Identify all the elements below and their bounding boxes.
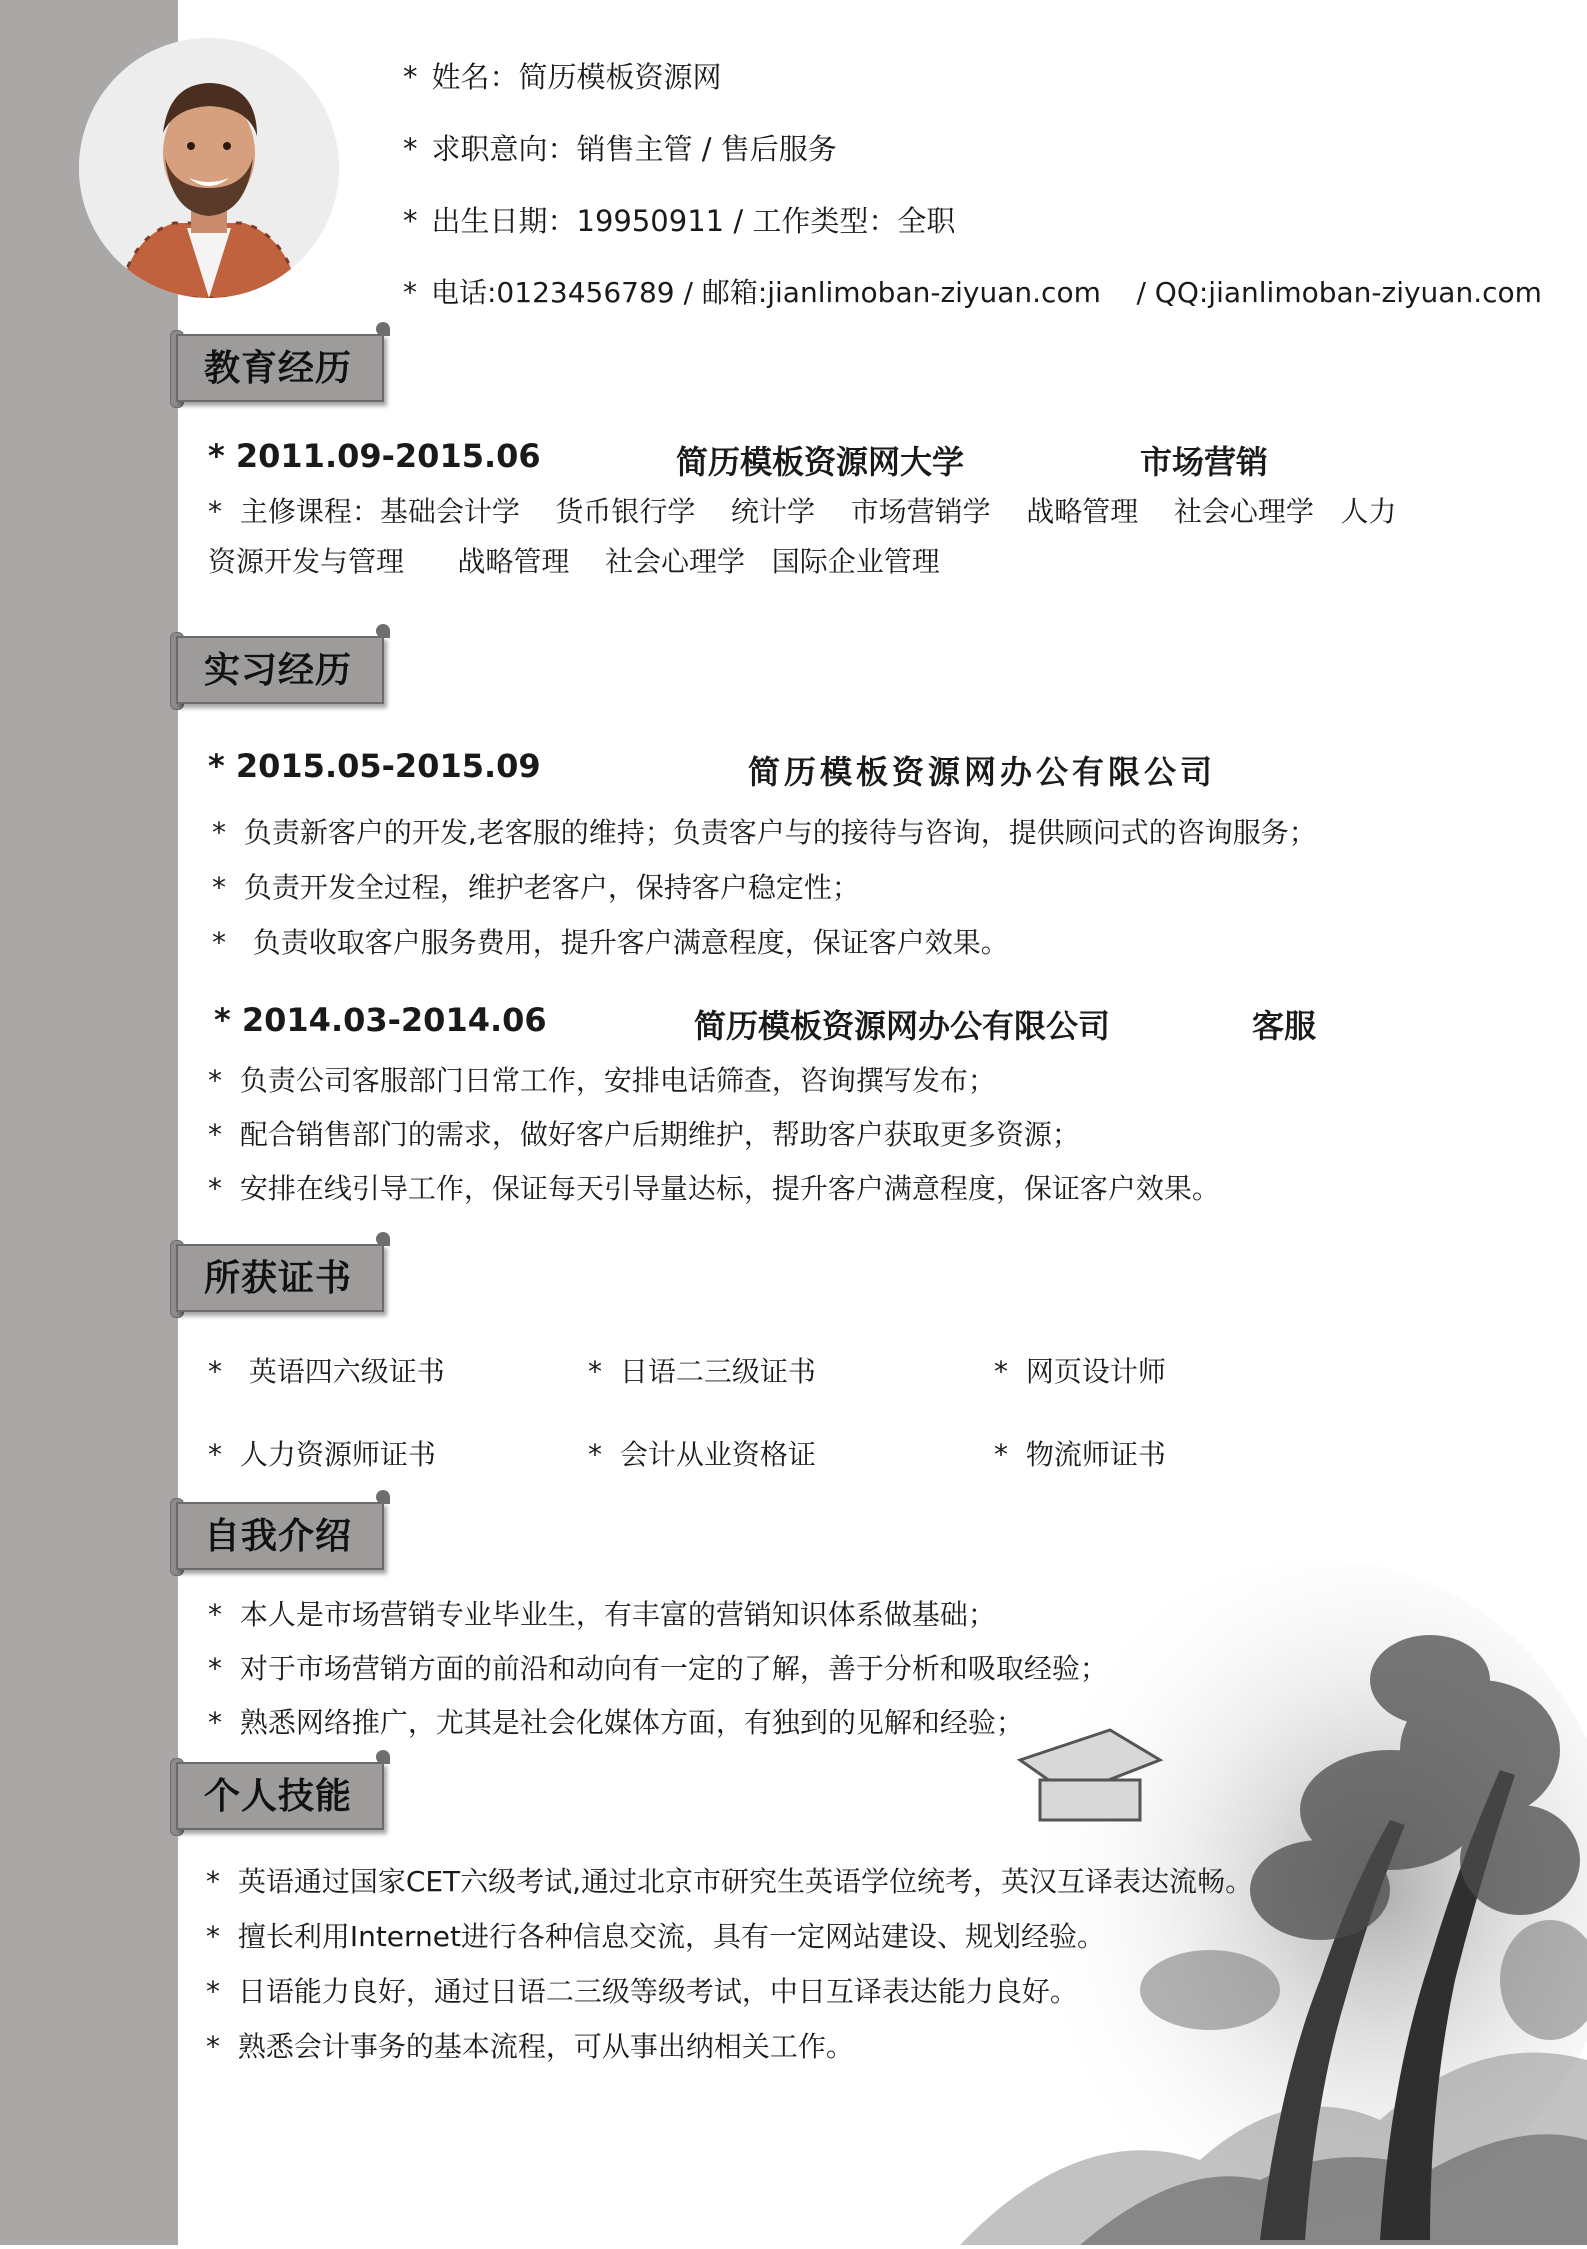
education-major: 市场营销 (1140, 443, 1269, 481)
list-item: * 擅长利用Internet进行各种信息交流，具有一定网站建设、规划经验。 (206, 1920, 1105, 1953)
certificate-item: * 英语四六级证书 (208, 1355, 445, 1388)
internship-2-company: 简历模板资源网办公有限公司 (694, 1007, 1111, 1045)
education-school: 简历模板资源网大学 (676, 443, 965, 481)
section-header-self-intro (174, 1490, 390, 1572)
profile-contact-line (403, 274, 1542, 312)
internship-2-role: 客服 (1252, 1007, 1317, 1045)
section-title: 教育经历 (204, 348, 353, 389)
certificate-item: * 人力资源师证书 (208, 1438, 436, 1471)
bullet-star: * (403, 60, 418, 94)
list-item: * 本人是市场营销专业毕业生，有丰富的营销知识体系做基础； (208, 1598, 996, 1631)
list-item: * 配合销售部门的需求，做好客户后期维护，帮助客户获取更多资源； (208, 1118, 1080, 1151)
list-item: * 英语通过国家CET六级考试,通过北京市研究生英语学位统考，英汉互译表达流畅。 (206, 1865, 1254, 1898)
profile-contact: 电话:0123456789 / 邮箱:jianlimoban-ziyuan.com / QQ:jianlimoban-ziyuan.com (431, 276, 1542, 309)
profile-birth-line (403, 202, 955, 240)
profile-intent: 求职意向：销售主管 / 售后服务 (431, 132, 837, 166)
bullet-star: * (403, 132, 418, 166)
list-item: * 熟悉会计事务的基本流程，可从事出纳相关工作。 (206, 2030, 854, 2063)
section-header-skills (174, 1750, 390, 1832)
sidebar-strip (0, 0, 178, 2245)
profile-intent-line (403, 130, 837, 168)
education-courses-line2: 资源开发与管理 战略管理 社会心理学 国际企业管理 (208, 545, 940, 578)
section-title: 实习经历 (204, 650, 353, 691)
bullet-star: * (403, 276, 417, 309)
certificate-item: * 网页设计师 (994, 1355, 1166, 1388)
internship-1-company: 简历模板资源网办公有限公司 (748, 753, 1217, 791)
education-period: * 2011.09-2015.06 (208, 437, 541, 475)
section-title: 个人技能 (204, 1776, 353, 1817)
list-item: * 对于市场营销方面的前沿和动向有一定的了解，善于分析和吸取经验； (208, 1652, 1108, 1685)
certificate-item: * 物流师证书 (994, 1438, 1166, 1471)
list-item: * 熟悉网络推广，尤其是社会化媒体方面，有独到的见解和经验； (208, 1706, 1024, 1739)
internship-1-period: * 2015.05-2015.09 (208, 747, 541, 785)
list-item: * 日语能力良好，通过日语二三级等级考试，中日互译表达能力良好。 (206, 1975, 1078, 2008)
profile-name: 姓名：简历模板资源网 (431, 60, 722, 94)
certificate-item: * 日语二三级证书 (588, 1355, 816, 1388)
list-item: * 负责公司客服部门日常工作，安排电话筛查，咨询撰写发布； (208, 1064, 996, 1097)
profile-birth: 出生日期：19950911 / 工作类型：全职 (431, 204, 956, 238)
list-item: * 负责开发全过程，维护老客户，保持客户稳定性； (212, 871, 860, 904)
avatar (79, 38, 339, 298)
section-title: 所获证书 (204, 1258, 353, 1299)
section-header-education (174, 322, 390, 404)
section-header-internship (174, 624, 390, 706)
list-item: * 负责收取客户服务费用，提升客户满意程度，保证客户效果。 (212, 926, 1009, 959)
bullet-star: * (403, 204, 418, 238)
section-header-certificates (174, 1232, 390, 1314)
list-item: * 安排在线引导工作，保证每天引导量达标，提升客户满意程度，保证客户效果。 (208, 1172, 1220, 1205)
section-title: 自我介绍 (204, 1516, 353, 1557)
list-item: * 负责新客户的开发,老客服的维持；负责客户与的接待与咨询，提供顾问式的咨询服务； (212, 816, 1317, 849)
certificate-item: * 会计从业资格证 (588, 1438, 816, 1471)
education-courses-line1: * 主修课程：基础会计学 货币银行学 统计学 市场营销学 战略管理 社会心理学 人力 (208, 495, 1397, 528)
internship-2-period: * 2014.03-2014.06 (214, 1001, 547, 1039)
profile-name-line (403, 58, 722, 96)
